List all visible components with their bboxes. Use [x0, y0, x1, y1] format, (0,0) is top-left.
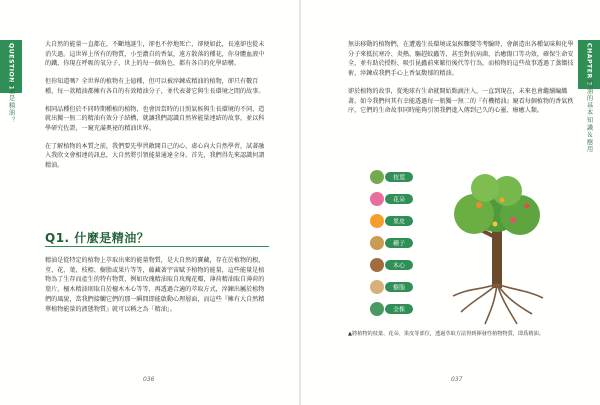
paragraph-1: 大自然的能量一直都在，不斷地誕生，卻也不停地死亡，卻便如此，長遠卻也從未消失過。這世界上所有的物質，小至濃自的香氣，遠方散落的種花，你身體血液中的鐵，你現在呼吸的氧分子，世上的每一個角色，都有各自的化學結構。 — [45, 41, 265, 68]
plant-parts-illustration — [367, 166, 572, 326]
figure-caption: ▲將植物的枝葉、花朵、果皮等部位，透過萃取方法得到揮發性植物物質，即爲精油。 — [348, 331, 544, 337]
heading-rule — [45, 246, 269, 247]
right-body-text — [348, 40, 575, 124]
label-whole-plant — [370, 302, 413, 316]
paragraph-4: 在了解植物的本質之前，我們要先學習敞開自己的心，虛心向大自然學習，試著融入我欣文會相連的訊息，大自然將引領能量通達全身。首先，我們得先來認識何謂精油。 — [45, 142, 265, 170]
label-resin — [370, 280, 413, 294]
answer-text — [45, 256, 269, 322]
svg-text:全株: 全株 — [392, 306, 406, 314]
chapter-tab-label: CHAPTER 2 — [585, 43, 593, 87]
question-tab-label: QUESTION 1 — [7, 43, 15, 91]
plant-part-labels — [370, 170, 413, 316]
answer-paragraph: 精油是從特定的植物上萃取出來的能量物質，是大自然的寶藏，存在於植物的根、莖、花、葉、枝椏、樹脂或果片等等，蘊藏著宇宙賦予植物的能量，這些能量是植物為了生存而產生的特有物質，例如玫瑰精油取自玫瑰花瓣，薄荷精油取自薄荷的葉片，檀木精油則取自於檀木木心等等，再透過合適的萃取方式，淬鍊出屬於植物們的風貌，當我們接觸它們的那一瞬間即能啟動心理層面，而這些『擁有大自然精華植物能量的液態物質』就可以稱之為「精油」。 — [45, 257, 265, 313]
paragraph-2: 卻於植物的故事，從地球有生命就開始點滴注入，一直到現在，未來也會繼續編織著。如今我們何其有幸能透過每一瓶獨一無二的『有機精油』窺看每個植物的香氣秩序，它們的生命故事同時能夠引領我們進入傳到己久的心靈、療癒人類。 — [348, 87, 574, 115]
left-body-text — [45, 40, 269, 179]
left-page-number: 036 — [143, 376, 155, 383]
svg-text:樹脂: 樹脂 — [392, 284, 406, 292]
svg-text:種子: 種子 — [392, 240, 406, 248]
question-heading: Q1. 什麼是精油？ — [45, 231, 150, 245]
label-heartwood — [370, 258, 413, 272]
svg-text:枝葉: 枝葉 — [392, 174, 406, 182]
label-seeds — [370, 236, 413, 250]
question-tab-title: 什麼是精油？ — [7, 80, 15, 124]
tree-roots — [453, 284, 543, 324]
right-page-number: 037 — [451, 376, 463, 383]
chapter-tab-title: 精油的基本知識＆應用 — [585, 80, 593, 153]
svg-text:花朵: 花朵 — [392, 196, 406, 204]
paragraph-3: 相同品種但於不同時期種植的植物，也會因當時的日照氣候與生長環境的不同，造就出獨一無二的精油有效分子結構，就讓我們認識自然界能量連結的故事，並以科學研究佐證，一窺充滿奧祕的精油世界。 — [45, 105, 265, 132]
svg-text:果皮: 果皮 — [392, 218, 406, 226]
svg-text:木心: 木心 — [392, 262, 406, 270]
label-flowers — [370, 192, 413, 206]
paragraph-2: 但你知道嗎？全世界的植物有上億種，但可以被淬鍊成精油的植物，卻只有數百種，每一款精油都擁有各自的有效精油分子，並代表著它與生長環境之間的故事。 — [45, 78, 265, 95]
label-leaves — [370, 170, 413, 184]
label-peel — [370, 214, 413, 228]
paragraph-1: 無法移動的植物們，在遭遇生長環境或氣候驟變等考驗時，會創造出各種氣味與化學分子來抵抗寒冷、炎熱、驅趕蚊蟲等，甚至對抗病菌，治癒傷口等功效，確保生命安全，並有助於授粉、吸引昆蟲前來繁衍後代等行為，而植物的這些故事透過了蒸餾技術，淬鍊成我們手心上香氣馥郁的精油。 — [348, 41, 574, 78]
tree-canopy — [454, 174, 540, 235]
right-page — [301, 0, 600, 405]
left-page — [0, 0, 299, 405]
